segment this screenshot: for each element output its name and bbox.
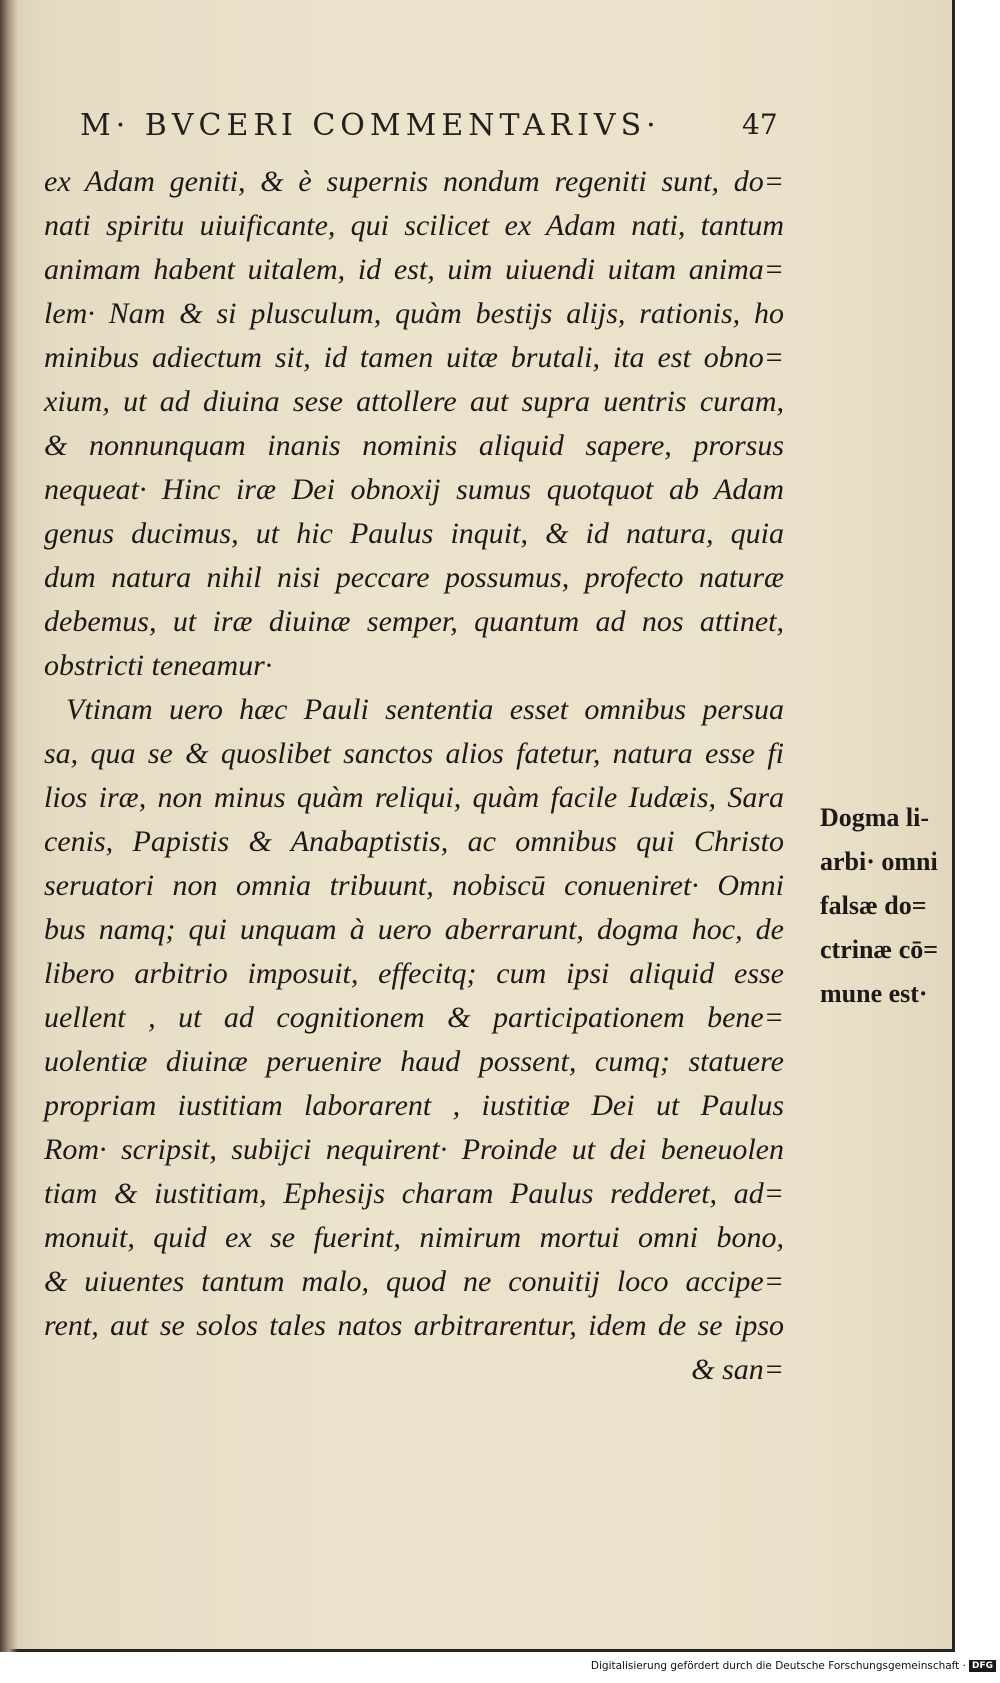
text-line: cenis, Papistis & Anabaptistis, ac omnibus qui Christo	[44, 825, 784, 858]
text-line: uolentiæ diuinæ peruenire haud possent, cumq; statuere	[44, 1045, 784, 1078]
text-line: rent, aut se solos tales natos arbitrarentur, idem de se ipso	[44, 1309, 784, 1342]
text-line: debemus, ut iræ diuinæ semper, quantum ad nos attinet,	[44, 605, 784, 638]
text-line: ex Adam geniti, & è supernis nondum regeniti sunt, do=	[44, 165, 784, 198]
funding-footer	[560, 1660, 996, 1680]
text-line: & uiuentes tantum malo, quod ne conuitij loco accipe=	[44, 1265, 784, 1298]
paragraph-first-line: Vtinam uero hæc Pauli sententia esset omnibus persua	[66, 693, 784, 726]
text-line: lios iræ, non minus quàm reliqui, quàm facile Iudæis, Sara	[44, 781, 784, 814]
main-text-block	[44, 160, 784, 1392]
text-line: obstricti teneamur·	[44, 649, 273, 682]
catchword: & san=	[691, 1353, 784, 1386]
text-line: & nonnunquam inanis nominis aliquid sapere, prorsus	[44, 429, 784, 462]
text-line: animam habent uitalem, id est, uim uiuendi uitam anima=	[44, 253, 784, 286]
text-line: seruatori non omnia tribuunt, nobiscū conueniret· Omni	[44, 869, 784, 902]
marginal-note-line: arbi· omni	[820, 847, 938, 876]
text-line: lem· Nam & si plusculum, quàm bestijs alijs, rationis, ho	[44, 297, 784, 330]
marginal-note-line: mune est·	[820, 979, 928, 1008]
marginal-note-line: Dogma li-	[820, 803, 930, 832]
text-line: propriam iustitiam laborarent , iustitiæ Dei ut Paulus	[44, 1089, 784, 1122]
text-line: genus ducimus, ut hic Paulus inquit, & id natura, quia	[44, 517, 784, 550]
text-line: tiam & iustitiam, Ephesijs charam Paulus redderet, ad=	[44, 1177, 784, 1210]
text-line: uellent , ut ad cognitionem & participationem bene=	[44, 1001, 784, 1034]
text-line: bus namq; qui unquam à uero aberrarunt, dogma hoc, de	[44, 913, 784, 946]
dfg-logo: DFG	[969, 1660, 996, 1672]
gutter-shadow	[0, 0, 18, 1652]
marginal-note	[820, 796, 939, 1016]
funding-text: Digitalisierung gefördert durch die Deutsche Forschungsgemeinschaft ·	[590, 1660, 966, 1672]
marginal-note-line: ctrinæ cō=	[820, 935, 939, 964]
marginal-note-line: falsæ do=	[820, 891, 927, 920]
text-line: xium, ut ad diuina sese attollere aut supra uentris curam,	[44, 385, 784, 418]
text-line: dum natura nihil nisi peccare possumus, profecto naturæ	[44, 561, 784, 594]
text-line: nequeat· Hinc iræ Dei obnoxij sumus quotquot ab Adam	[44, 473, 784, 506]
text-line: nati spiritu uiuificante, qui scilicet ex Adam nati, tantum	[44, 209, 784, 242]
text-line: Rom· scripsit, subijci nequirent· Proinde ut dei beneuolen	[44, 1133, 784, 1166]
text-line: sa, qua se & quoslibet sanctos alios fatetur, natura esse fi	[44, 737, 784, 770]
running-title: M· BVCERI COMMENTARIVS·	[80, 108, 661, 143]
text-line: monuit, quid ex se fuerint, nimirum mortui omni bono,	[44, 1221, 784, 1254]
text-line: minibus adiectum sit, id tamen uitæ brutali, ita est obno=	[44, 341, 784, 374]
page-number: 47	[742, 108, 778, 141]
text-line: libero arbitrio imposuit, effecitq; cum ipsi aliquid esse	[44, 957, 784, 990]
